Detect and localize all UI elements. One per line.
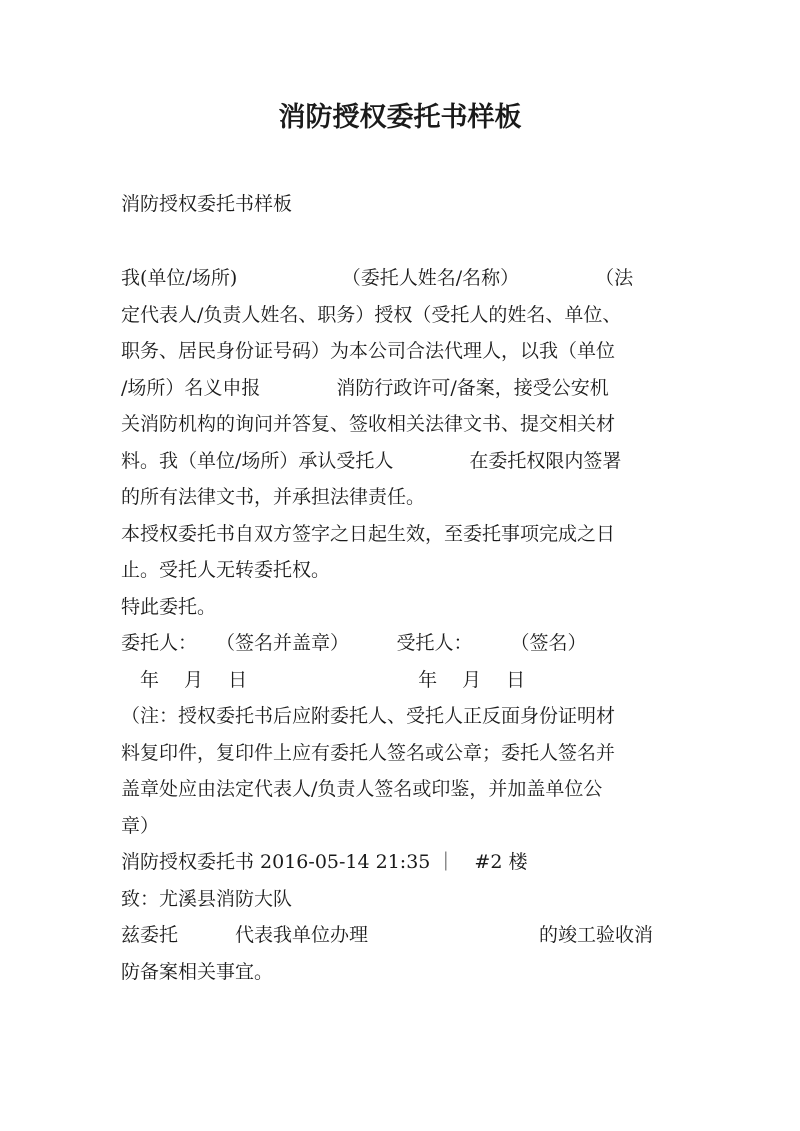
body-line: 关消防机构的询问并答复、签收相关法律文书、提交相关材: [121, 413, 616, 435]
note-line: 盖章处应由法定代表人/负责人签名或印鉴，并加盖单位公: [121, 778, 603, 800]
note-line: 料复印件，复印件上应有委托人签名或公章；委托人签名并: [121, 741, 616, 764]
body-line: 防备案相关事宜。: [121, 960, 274, 983]
body-line: 我(单位/场所) （委托人姓名/名称） （法: [121, 267, 634, 289]
body-line: 的所有法律文书，并承担法律责任。: [121, 486, 426, 508]
body-line: 定代表人/负责人姓名、职务）授权（受托人的姓名、单位、: [121, 303, 622, 326]
body-line: 本授权委托书自双方签字之日起生效，至委托事项完成之日: [121, 522, 616, 545]
document-subtitle: 消防授权委托书样板: [121, 193, 293, 215]
date-line: 年 月 日 年 月 日: [121, 668, 526, 691]
body-line: 止。受托人无转委托权。: [121, 559, 331, 581]
body-line: 兹委托 代表我单位办理 的竣工验收消: [121, 924, 654, 946]
document-title: 消防授权委托书样板: [278, 102, 522, 133]
body-line: 职务、居民身份证号码）为本公司合法代理人，以我（单位: [121, 340, 616, 362]
document-body: [121, 260, 691, 990]
note-line: （注：授权委托书后应附委托人、受托人正反面身份证明材: [121, 705, 616, 727]
post-header-line: 消防授权委托书 2016-05-14 21:35 ｜ #2 楼: [121, 851, 528, 873]
addressee-line: 致：尤溪县消防大队: [121, 887, 293, 910]
body-line: 料。我（单位/场所）承认受托人 在委托权限内签署: [121, 449, 622, 472]
signature-line: 委托人： （签名并盖章） 受托人： （签名）: [121, 632, 587, 654]
body-line: 特此委托。: [121, 595, 217, 618]
body-line: /场所）名义申报 消防行政许可/备案，接受公安机: [121, 376, 609, 399]
note-line: 章）: [121, 814, 160, 837]
